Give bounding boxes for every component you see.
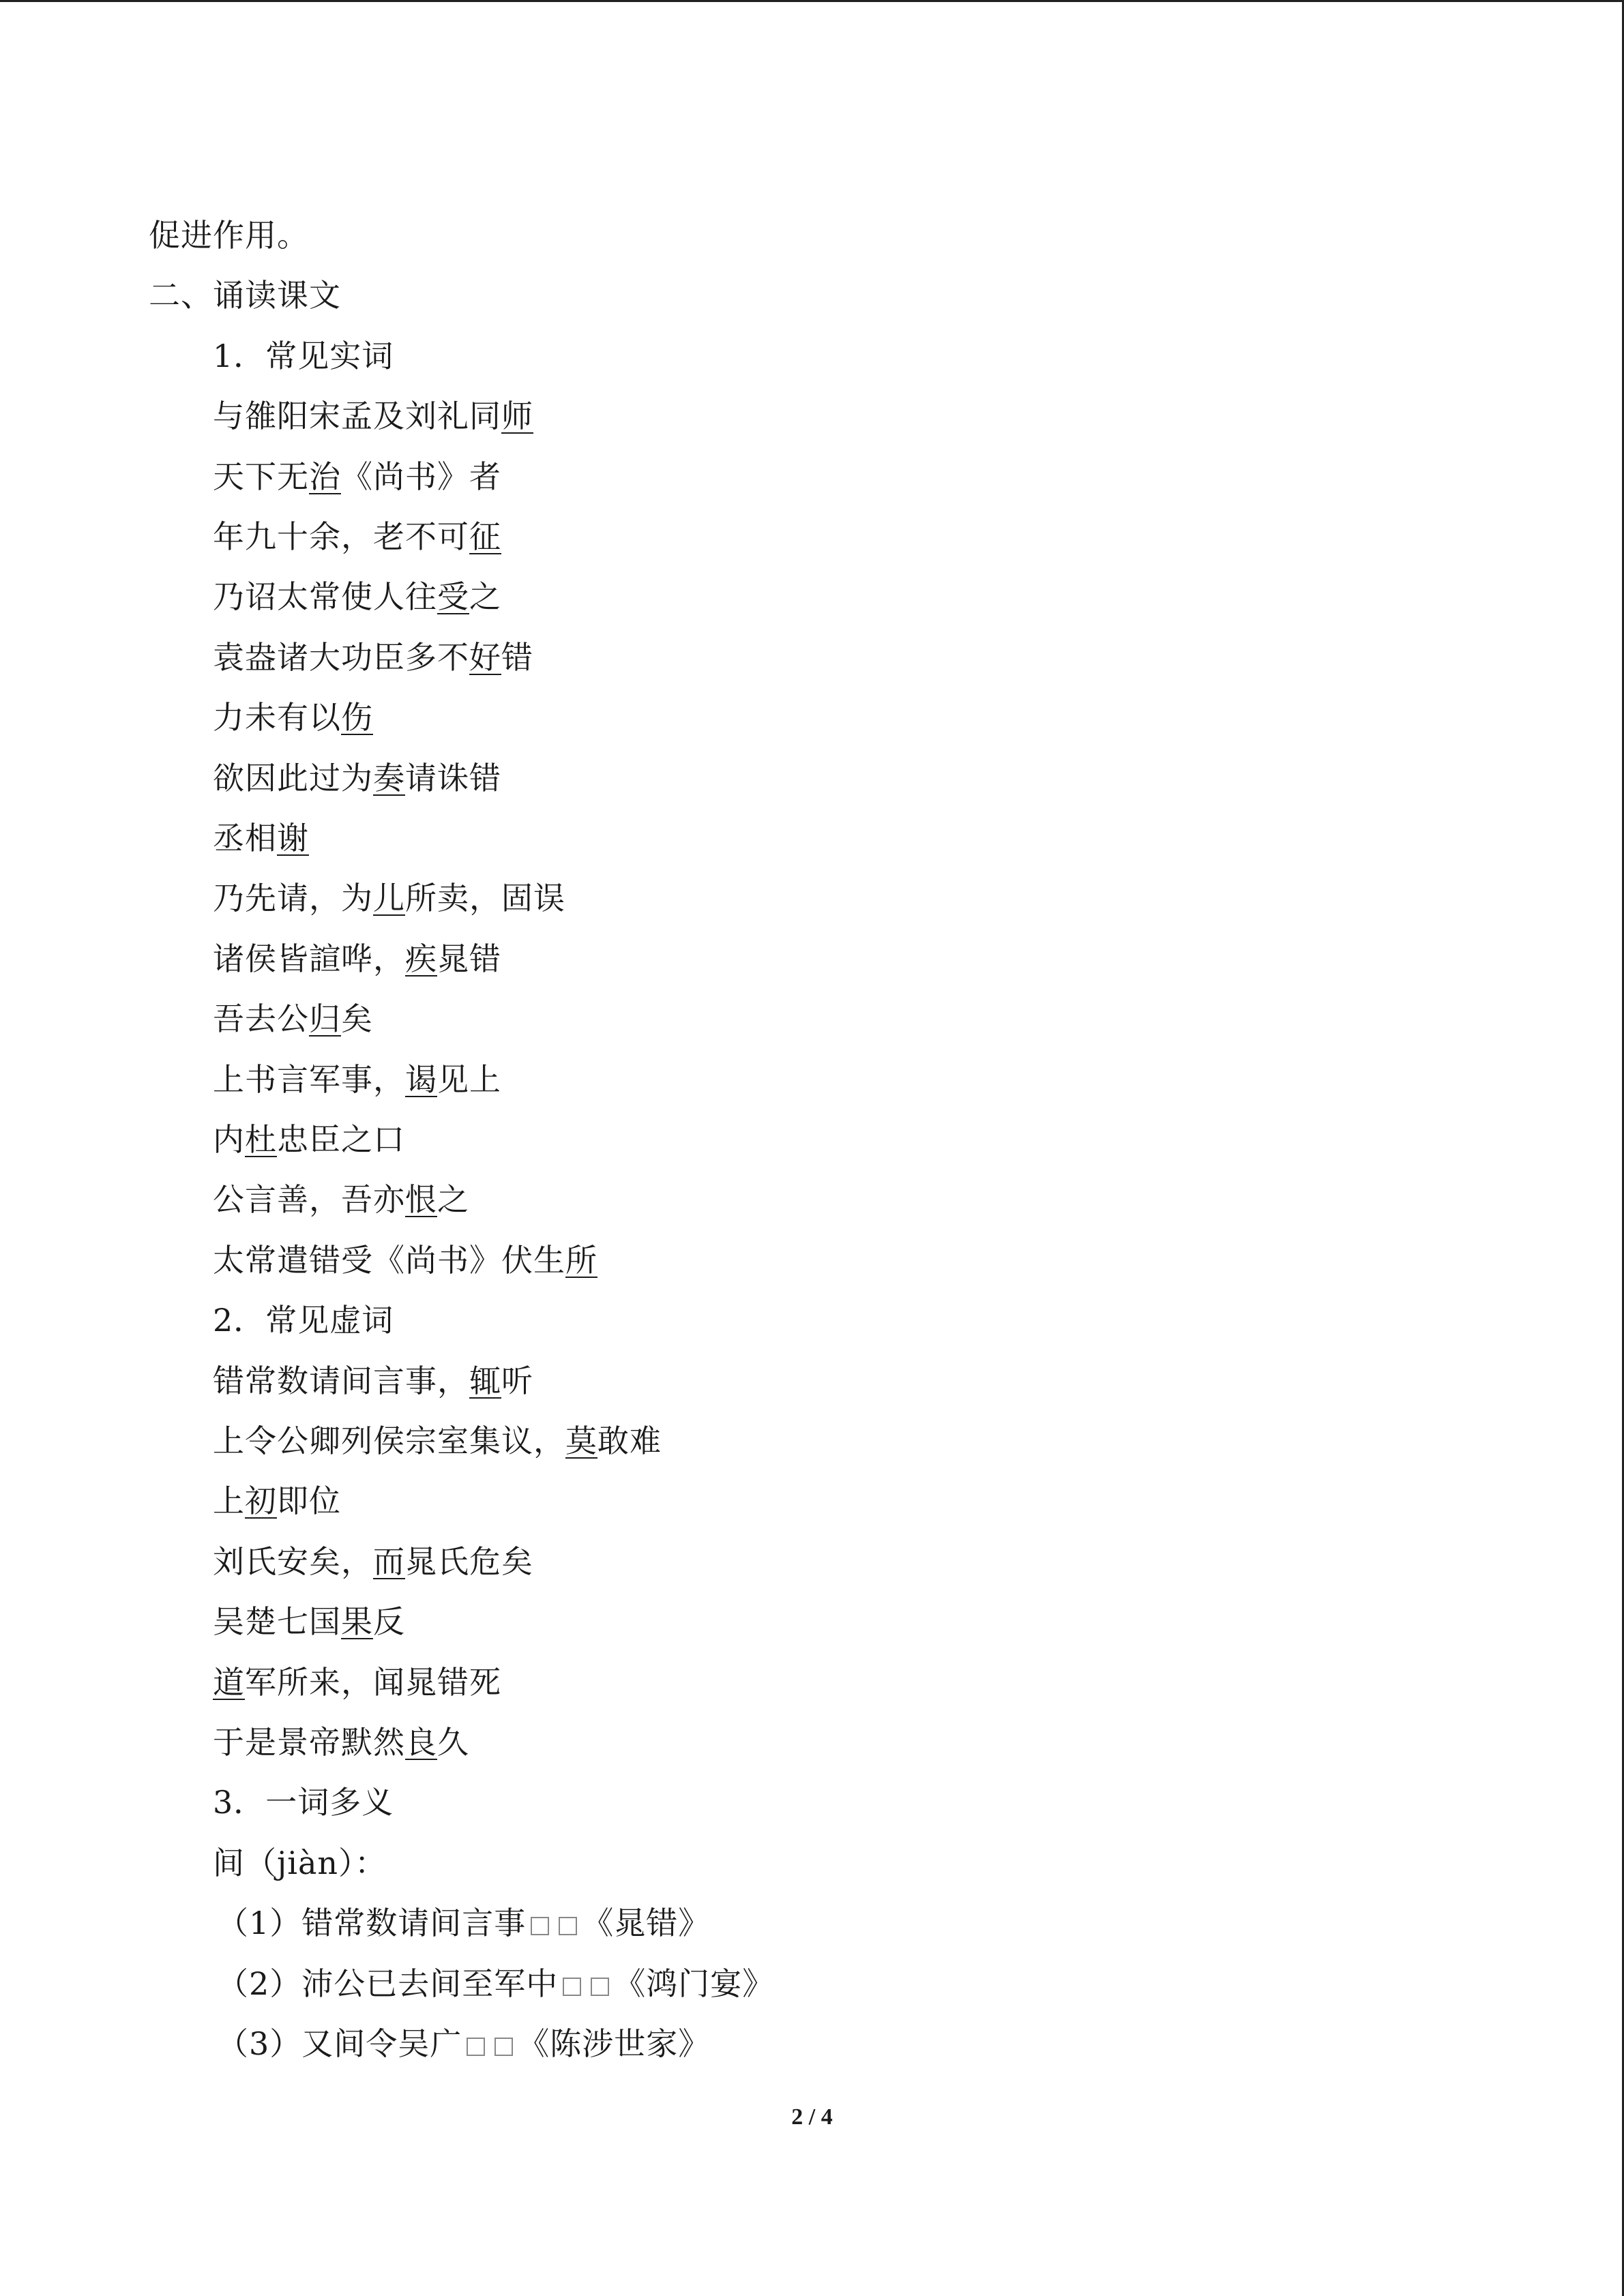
text-segment: 晁错 [437, 940, 501, 977]
text-segment: 所卖，固误 [405, 880, 565, 917]
text-segment: 力未有以 [213, 699, 341, 736]
text-line [213, 576, 501, 617]
text-line [213, 1119, 405, 1160]
text-line [213, 818, 309, 859]
blank-box [563, 1978, 581, 1996]
blank-box [591, 1978, 609, 1996]
text-segment: 听 [501, 1362, 533, 1399]
underlined-word: 所 [565, 1241, 597, 1279]
underlined-word: 征 [469, 518, 501, 555]
text-line [149, 275, 341, 316]
text-line [213, 396, 533, 436]
text-segment: 吾去公 [213, 1000, 309, 1038]
underlined-word: 谒 [405, 1060, 437, 1098]
text-line [213, 336, 394, 376]
text-line [213, 998, 373, 1039]
text-line [213, 1420, 662, 1461]
text-segment: 上令公卿列侯宗室集议， [213, 1422, 565, 1459]
underlined-word: 治 [309, 458, 341, 495]
text-segment: 2．常见虚词 [213, 1302, 394, 1339]
underlined-word: 莫 [565, 1422, 597, 1459]
text-segment: 矣 [341, 1000, 373, 1038]
text-segment: 丞相 [213, 820, 277, 856]
text-segment: （1）错常数请间言事 [217, 1905, 527, 1942]
text-line [213, 1480, 341, 1521]
text-line [213, 1300, 394, 1341]
text-segment: 《尚书》者 [341, 458, 501, 495]
text-segment: 3．一词多义 [213, 1784, 394, 1821]
text-segment: 晁氏危矣 [405, 1542, 533, 1580]
text-line [213, 637, 533, 678]
underlined-word: 儿 [373, 880, 405, 917]
underlined-word: 伤 [341, 699, 373, 736]
text-line [213, 516, 501, 557]
underlined-word: 初 [245, 1482, 277, 1520]
text-line [213, 456, 501, 497]
text-segment: 内 [213, 1121, 245, 1158]
underlined-word: 辄 [469, 1362, 501, 1399]
underlined-word: 好 [469, 638, 501, 676]
text-segment: 错常数请间言事， [213, 1362, 469, 1399]
underlined-word: 果 [341, 1603, 373, 1641]
underlined-word: 道 [213, 1663, 245, 1701]
text-line [213, 1843, 387, 1883]
text-line [213, 878, 565, 919]
text-line [149, 215, 309, 256]
text-segment: 欲因此过为 [213, 759, 373, 796]
text-segment: 刘氏安矣， [213, 1542, 373, 1580]
text-segment: 之 [437, 1181, 469, 1219]
text-segment: 促进作用。 [149, 217, 309, 254]
text-line [213, 1662, 501, 1703]
text-segment: 与雒阳宋孟及刘礼同 [213, 398, 501, 435]
underlined-word: 归 [309, 1000, 341, 1038]
text-line [213, 1722, 469, 1763]
underlined-word: 而 [373, 1542, 405, 1580]
text-segment: 太常遣错受《尚书》伏生 [213, 1241, 565, 1279]
text-segment: 二、诵读课文 [149, 277, 341, 314]
text-line [213, 1360, 533, 1401]
text-segment: 敢难 [597, 1422, 662, 1459]
underlined-word: 奏 [373, 759, 405, 796]
text-segment: 吴楚七国 [213, 1603, 341, 1641]
text-segment: 于是景帝默然 [213, 1724, 405, 1761]
text-segment: 1．常见实词 [213, 337, 394, 374]
blank-box [467, 2038, 485, 2056]
text-line [217, 2023, 710, 2064]
text-segment: 年九十余，老不可 [213, 518, 469, 555]
blank-box [494, 2038, 513, 2056]
text-segment: 军所来，闻晁错死 [245, 1663, 501, 1701]
text-line [213, 1179, 469, 1220]
blank-box [559, 1917, 577, 1935]
text-segment: 即位 [277, 1482, 341, 1520]
text-line [217, 1903, 710, 1943]
page-number: 2 / 4 [791, 2104, 833, 2130]
text-segment: 诸侯皆諠哗， [213, 940, 405, 977]
text-line [213, 1541, 533, 1582]
underlined-word: 师 [501, 398, 533, 435]
text-segment: 间（jiàn）： [213, 1844, 387, 1881]
text-segment: 《鸿门宴》 [614, 1965, 775, 2002]
underlined-word: 谢 [277, 820, 309, 856]
text-segment: 久 [437, 1724, 469, 1761]
underlined-word: 良 [405, 1724, 437, 1761]
text-segment: 反 [373, 1603, 405, 1641]
underlined-word: 杜 [245, 1121, 277, 1158]
text-segment: （2）沛公已去间至军中 [217, 1965, 559, 2002]
text-segment: 忠臣之口 [277, 1121, 405, 1158]
text-line [213, 758, 501, 799]
text-line [213, 1059, 501, 1100]
text-segment: 请诛错 [405, 759, 501, 796]
text-segment: 袁盎诸大功臣多不 [213, 638, 469, 676]
text-segment: 上 [213, 1482, 245, 1520]
text-line [213, 1240, 597, 1281]
text-line [213, 1782, 394, 1823]
text-line [213, 1601, 405, 1642]
text-segment: 见上 [437, 1060, 501, 1098]
text-segment: 天下无 [213, 458, 309, 495]
underlined-word: 受 [437, 578, 469, 616]
text-line [213, 938, 501, 979]
text-segment: 《晁错》 [582, 1905, 711, 1942]
text-segment: 公言善，吾亦 [213, 1181, 405, 1219]
text-segment: 《陈涉世家》 [518, 2025, 711, 2062]
text-segment: （3）又间令吴广 [217, 2025, 462, 2062]
text-segment: 之 [469, 578, 501, 616]
text-segment: 错 [501, 638, 533, 676]
text-segment: 乃先请，为 [213, 880, 373, 917]
underlined-word: 疾 [405, 940, 437, 977]
text-line [213, 697, 373, 738]
blank-box [531, 1917, 549, 1935]
text-segment: 上书言军事， [213, 1060, 405, 1098]
text-segment: 乃诏太常使人往 [213, 578, 437, 616]
underlined-word: 恨 [405, 1181, 437, 1219]
text-line [217, 1963, 774, 2004]
